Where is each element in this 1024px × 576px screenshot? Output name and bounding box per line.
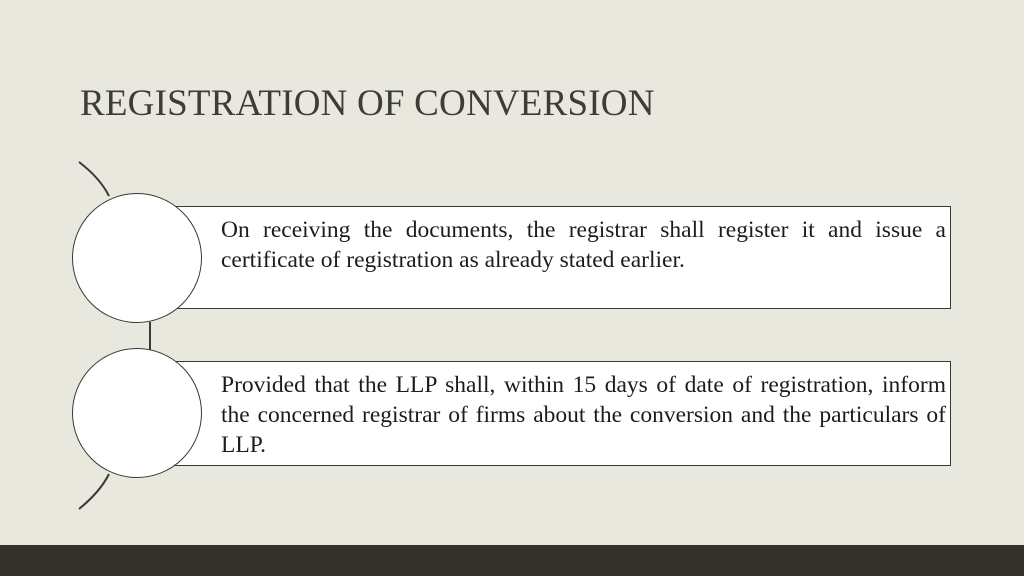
timeline-circle-1 <box>72 193 202 323</box>
timeline-arc-bottom <box>79 474 109 509</box>
timeline-circle-2 <box>72 348 202 478</box>
timeline-arc-top <box>79 162 109 196</box>
slide-title: REGISTRATION OF CONVERSION <box>80 83 655 124</box>
content-text-2: Provided that the LLP shall, within 15 days of date of registration, inform the concerned registrar of firms about the conversion and the particulars of LLP. <box>221 372 946 458</box>
content-text-1: On receiving the documents, the registrar shall register it and issue a certificate of registration as already stated earlier. <box>221 217 946 273</box>
content-box-1 <box>150 206 951 309</box>
content-box-2 <box>150 361 951 466</box>
footer-bar <box>0 545 1024 576</box>
